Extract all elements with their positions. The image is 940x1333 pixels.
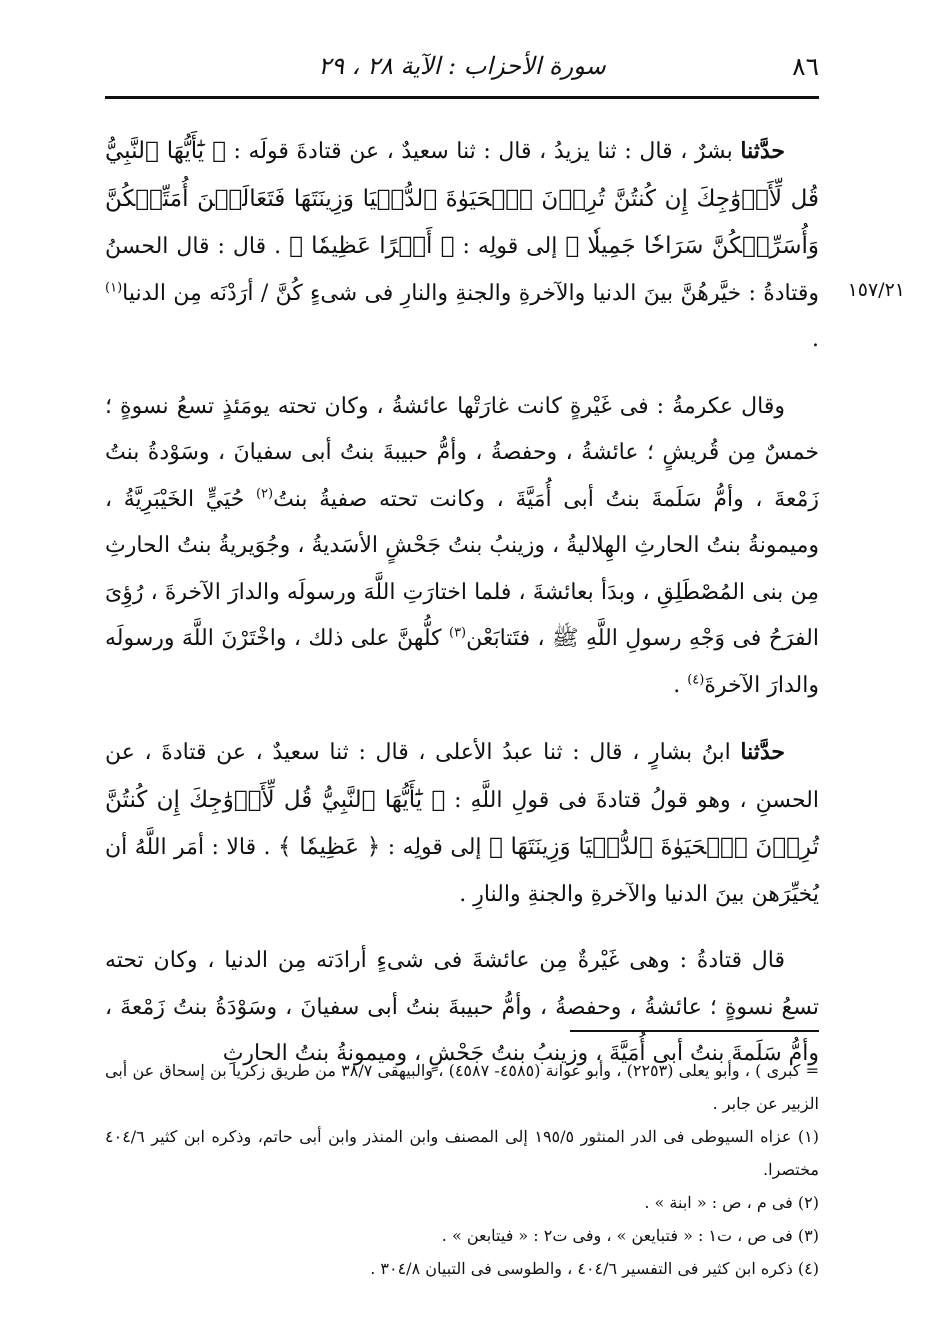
paragraph-text: كلُّهنَّ على ذلك ، واخْتَرْنَ اللَّهَ ورسولَه والدارَ الآخرةَ (105, 626, 819, 698)
footnote-marker: (٢) (255, 486, 274, 502)
paragraph-text: وقال عكرمةُ : فى غَيْرةٍ كانت غارَتْها عائشةُ ، وكان تحته يومَئذٍ تسعُ نسوةٍ ؛ خمسٌ مِن قُريشٍ ؛ عائشةُ ، وحفصةُ ، وأمُّ حبيبةَ بنتُ أبى سفيانَ ، وسَوْدةُ بنتُ زَمْعةَ ، وأمُّ سَلَمةَ بنتُ أبى أُمَيَّةَ ، وكانت تحته صفيةُ بنتُ (105, 393, 819, 512)
footnote-marker: (١) (105, 280, 123, 296)
quran-quote: ﴿ يَٰٓأَيُّهَا ٱلنَّبِيُّ قُل لِّأَزۡوَٰجِكَ إِن كُنتُنَّ تُرِدۡنَ ٱلۡحَيَوٰةَ ٱلدُّنۡيَا وَزِينَتَهَا فَتَعَالَيۡنَ أُمَتِّعۡكُنَّ وَأُسَرِّحۡكُنَّ سَرَاحٗا جَمِيلٗا ﴾ (105, 138, 820, 259)
footnote-marker: (٣) (448, 625, 467, 641)
main-text (105, 128, 905, 1098)
paragraph-lead: حدَّثنا (740, 739, 785, 765)
footnote-marker: (٤) (687, 672, 705, 688)
paragraph-text: إلى قولِه : (380, 835, 489, 860)
paragraph-text: بشرٌ ، قال : ثنا يزيدُ ، قال : ثنا سعيدٌ ، عن قتادةَ قولَه : (225, 139, 741, 164)
footnote-continued: = كبرى ) ، وأبو يعلى (٢٢٥٣) ، وأبو عوانة (٤٥٨٥- ٤٥٨٧) ، والبيهقى ٣٨/٧ من طريق زكريا بن إسحاق عن أبى الزبير عن جابر . (105, 1061, 820, 1113)
paragraph-text: . قال : قال الحسنُ وقتادةُ : خيَّرهُنَّ بينَ الدنيا والآخرةِ والجنةِ والنارِ فى شىءٍ كُنَّ / أرَدْنَه مِن الدنيا (105, 234, 819, 306)
paragraph-text: حُيَيٍّ الخَيْبَرِيَّةُ ، وميمونةُ بنتُ الحارثِ الهِلاليةُ ، وزينبُ بنتُ جَحْشٍ الأسَديةُ ، وجُوَيريةُ بنتُ الحارثِ مِن بنى المُصْطَلِقِ ، وبدَأ بعائشةَ ، فلما اختارَتِ اللَّهَ ورسولَه والدارَ الآخرةَ ، رُؤِىَ الفرَحُ فى وَجْهِ رسولِ اللَّهِ ﷺ ، فتَتابَعْن (105, 486, 819, 651)
paragraph-text: . قالا : أمَر اللَّهُ أن يُخيِّرَهن بينَ الدنيا والآخرةِ والجنةِ والنارِ . (105, 835, 819, 907)
footnote-4: (٤) ذكره ابن كثير فى التفسير ٤٠٤/٦ ، والطوسى فى التبيان ٣٠٤/٨ . (370, 1259, 819, 1278)
paragraph-lead: حدَّثنا (740, 138, 786, 164)
paragraph-3 (105, 729, 819, 918)
quran-quote: ﴿ عَظِيمٗا ﴾ (277, 834, 381, 860)
margin-reference: ١٥٧/٢١ (847, 279, 905, 301)
paragraph-text: ابنُ بشارٍ ، قال : ثنا عبدُ الأعلى ، قال : ثنا سعيدٌ ، عن قتادةَ ، عن الحسنِ ، وهو قولُ قتادةَ فى قولِ اللَّهِ : (105, 740, 820, 813)
running-header (105, 50, 819, 90)
footnote-1: (١) عزاه السيوطى فى الدر المنثور ١٩٥/٥ إلى المصنف وابن المنذر وابن أبى حاتم، وذكره ابن كثير ٤٠٤/٦ مختصرا. (105, 1127, 819, 1179)
footnote-2: (٢) فى م ، ص : « ابنة » . (644, 1193, 819, 1212)
page-number: ٨٦ (792, 52, 819, 81)
paragraph-text: إلى قولِه : (454, 234, 566, 259)
paragraph-text: . (812, 327, 819, 352)
footnote-rule (570, 1030, 819, 1032)
paragraph-text: قال قتادةُ : وهى غَيْرةٌ مِن عائشةَ فى شىءٍ أرادَته مِن الدنيا ، وكان تحته تسعُ نسوةٍ ؛ عائشةُ ، وحفصةُ ، وأمُّ حبيبةَ بنتُ أبى سفيانَ ، وسَوْدَةُ بنتُ زَمْعةَ ، وأمُّ سَلَمةَ بنتُ أبى أُمَيَّةَ ، وزينبُ بنتُ جَحْشٍ ، وميمونةُ بنتُ الحارثِ (105, 948, 819, 1066)
header-rule (105, 96, 819, 99)
header-title: سورة الأحزاب : الآية ٢٨ ، ٢٩ (318, 52, 606, 80)
footnotes (105, 1054, 819, 1285)
paragraph-2 (105, 384, 819, 710)
paragraph-text: . (673, 672, 688, 698)
footnote-3: (٣) فى ص ، ت١ : « فتبايعن » ، وفى ت٢ : « فيتابعن » . (441, 1226, 819, 1245)
quran-quote: ﴿ أَجۡرًا عَظِيمٗا ﴾ (289, 233, 455, 259)
quran-quote: ﴿ يَٰٓأَيُّهَا ٱلنَّبِيُّ قُل لِّأَزۡوَٰجِكَ إِن كُنتُنَّ تُرِدۡنَ ٱلۡحَيَوٰةَ ٱلدُّنۡيَا وَزِينَتَهَا ﴾ (105, 786, 819, 860)
paragraph-1 (105, 128, 905, 364)
